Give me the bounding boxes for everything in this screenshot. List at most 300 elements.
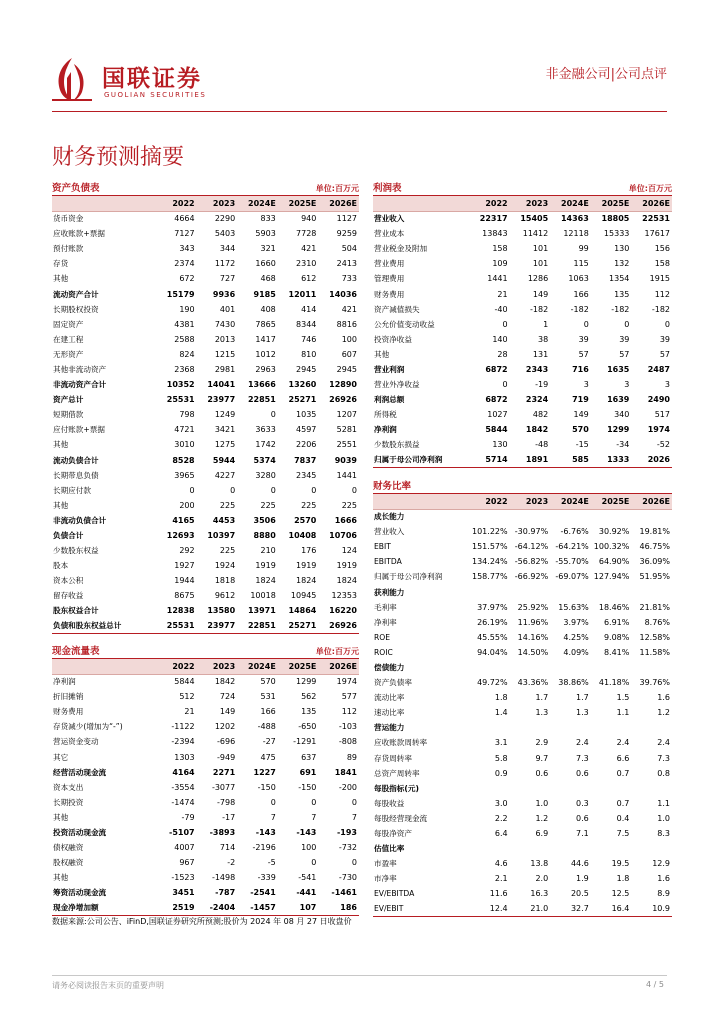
value-cell: 21.81% bbox=[639, 602, 670, 612]
value-cell: 4.25% bbox=[563, 632, 589, 642]
value-cell: 140 bbox=[492, 334, 508, 344]
value-cell: 1666 bbox=[334, 515, 357, 525]
table-row bbox=[52, 468, 359, 483]
table-row bbox=[52, 437, 359, 452]
value-cell: 3 bbox=[664, 380, 670, 390]
table-row bbox=[373, 392, 672, 407]
value-cell: 15.63% bbox=[558, 602, 589, 612]
value-cell: 12693 bbox=[166, 531, 195, 541]
table-row bbox=[52, 377, 359, 392]
row-label: 获利能力 bbox=[374, 587, 405, 597]
value-cell bbox=[550, 509, 591, 524]
value-cell: 940 bbox=[301, 214, 317, 224]
value-cell: 3421 bbox=[214, 425, 236, 435]
value-cell: -1523 bbox=[171, 873, 195, 883]
value-cell: 36.09% bbox=[639, 557, 670, 567]
financial-ratios-title: 财务比率 bbox=[373, 481, 412, 492]
value-cell: 5374 bbox=[253, 455, 276, 465]
value-cell: 19.5 bbox=[611, 859, 630, 869]
row-label: 每股收益 bbox=[374, 798, 405, 808]
value-cell: 3 bbox=[624, 380, 630, 390]
value-cell: -79 bbox=[181, 812, 195, 822]
report-category: 非金融公司|公司点评 bbox=[545, 67, 667, 82]
year-header-cell: 2026E bbox=[318, 196, 359, 211]
source-note: 数据来源:公司公告、iFinD,国联证券研究所预测;股价为 2024 年 08 月 27 日收盘价 bbox=[52, 917, 352, 926]
value-cell: 3.0 bbox=[494, 798, 508, 808]
value-cell bbox=[469, 720, 510, 735]
value-cell: 8880 bbox=[253, 531, 276, 541]
value-cell: 1202 bbox=[214, 722, 236, 732]
value-cell: 1842 bbox=[214, 677, 236, 687]
value-cell: 12838 bbox=[166, 606, 195, 616]
value-cell: 41.18% bbox=[598, 678, 630, 688]
value-cell: 37.97% bbox=[477, 602, 508, 612]
value-cell: 26926 bbox=[318, 619, 359, 634]
year-header-cell: 2022 bbox=[156, 659, 197, 674]
year-header-cell: 2023 bbox=[510, 196, 551, 211]
value-cell: 12011 bbox=[288, 289, 317, 299]
value-cell: 26926 bbox=[329, 395, 357, 405]
value-cell: 8.9 bbox=[657, 889, 670, 899]
value-cell: 517 bbox=[654, 410, 670, 420]
row-label: 营业外净收益 bbox=[374, 380, 420, 390]
value-cell: 130 bbox=[492, 440, 508, 450]
value-cell: 1.5 bbox=[616, 693, 630, 703]
value-cell: 2324 bbox=[525, 395, 549, 405]
table-row bbox=[373, 600, 672, 615]
value-cell: 38.86% bbox=[558, 678, 589, 688]
value-cell: 421 bbox=[341, 304, 357, 314]
table-row bbox=[373, 437, 672, 452]
value-cell: 0 bbox=[311, 485, 317, 495]
value-cell: 200 bbox=[179, 500, 195, 510]
table-row bbox=[52, 719, 359, 734]
value-cell: 112 bbox=[341, 707, 357, 717]
value-cell: 186 bbox=[318, 900, 359, 915]
value-cell: 7 bbox=[311, 812, 317, 822]
value-cell: 0 bbox=[189, 485, 195, 495]
value-cell: -150 bbox=[298, 782, 317, 792]
row-label: 财务费用 bbox=[53, 707, 84, 717]
value-cell: 225 bbox=[301, 500, 317, 510]
value-cell: -17 bbox=[222, 812, 236, 822]
value-cell: 225 bbox=[260, 500, 276, 510]
value-cell: 1333 bbox=[591, 453, 632, 468]
value-cell: 0 bbox=[502, 380, 508, 390]
table-row bbox=[373, 720, 672, 735]
table-row bbox=[52, 855, 359, 870]
value-cell: 22851 bbox=[247, 395, 276, 405]
value-cell: 1172 bbox=[214, 259, 236, 269]
value-cell bbox=[550, 841, 591, 856]
header-divider bbox=[52, 111, 667, 112]
value-cell bbox=[591, 781, 632, 796]
value-cell: -1474 bbox=[171, 797, 195, 807]
table-row bbox=[373, 901, 672, 916]
logo-text-en: GUOLIAN SECURITIES bbox=[104, 91, 207, 99]
value-cell bbox=[631, 841, 672, 856]
value-cell: 100.32% bbox=[593, 542, 630, 552]
value-cell: 39 bbox=[578, 334, 589, 344]
value-cell: 2343 bbox=[525, 364, 549, 374]
value-cell: 135 bbox=[301, 707, 317, 717]
value-cell: 158 bbox=[492, 244, 508, 254]
value-cell: -40 bbox=[494, 304, 508, 314]
value-cell: 562 bbox=[301, 692, 317, 702]
table-row bbox=[52, 810, 359, 825]
value-cell: 1.9 bbox=[576, 874, 589, 884]
value-cell: 99 bbox=[578, 244, 589, 254]
value-cell: 2551 bbox=[336, 440, 357, 450]
row-label: 经营活动现金流 bbox=[53, 767, 107, 777]
value-cell: 210 bbox=[260, 546, 276, 556]
table-row bbox=[52, 302, 359, 317]
value-cell: 1841 bbox=[334, 767, 357, 777]
value-cell: 512 bbox=[179, 692, 195, 702]
value-cell: 3633 bbox=[255, 425, 276, 435]
value-cell: 1299 bbox=[607, 425, 630, 435]
year-header-cell: 2023 bbox=[510, 494, 551, 509]
table-row bbox=[52, 271, 359, 286]
row-label: 预付账款 bbox=[53, 244, 84, 254]
row-label: EV/EBITDA bbox=[374, 889, 415, 899]
table-row bbox=[52, 619, 359, 634]
value-cell: 585 bbox=[550, 453, 591, 468]
year-header-cell: 2024E bbox=[237, 196, 278, 211]
balance-sheet-section bbox=[52, 180, 359, 634]
value-cell: 158.77% bbox=[472, 572, 508, 582]
value-cell: 100 bbox=[301, 843, 317, 853]
value-cell: -1498 bbox=[211, 873, 236, 883]
table-row bbox=[373, 377, 672, 392]
table-row bbox=[373, 539, 672, 554]
year-header-cell: 2024E bbox=[550, 494, 591, 509]
row-label: 股东权益合计 bbox=[53, 606, 99, 616]
value-cell bbox=[631, 660, 672, 675]
value-cell: 44.6 bbox=[570, 859, 589, 869]
value-cell: 115 bbox=[573, 259, 589, 269]
table-row bbox=[52, 347, 359, 362]
value-cell: 1275 bbox=[214, 440, 236, 450]
value-cell: 1286 bbox=[527, 274, 549, 284]
value-cell: 10397 bbox=[207, 531, 236, 541]
row-label: 负债和股东权益总计 bbox=[52, 619, 156, 634]
year-header-cell: 2024E bbox=[550, 196, 591, 211]
table-header bbox=[52, 196, 359, 211]
value-cell: 4597 bbox=[296, 425, 317, 435]
table-row bbox=[52, 825, 359, 840]
table-row bbox=[52, 362, 359, 377]
value-cell: 12118 bbox=[563, 229, 589, 239]
value-cell: 39 bbox=[619, 334, 630, 344]
value-cell: 672 bbox=[179, 274, 195, 284]
value-cell: 0 bbox=[664, 319, 670, 329]
value-cell: 1027 bbox=[487, 410, 508, 420]
value-cell: 0.3 bbox=[576, 798, 589, 808]
value-cell: 13580 bbox=[207, 606, 236, 616]
value-cell bbox=[510, 584, 551, 599]
value-cell bbox=[510, 509, 551, 524]
value-cell: 16220 bbox=[329, 606, 357, 616]
row-label: 股本 bbox=[53, 561, 69, 571]
row-label: 折旧摊销 bbox=[53, 692, 84, 702]
value-cell: -2 bbox=[227, 858, 236, 868]
row-label: 归属于母公司净利润 bbox=[374, 572, 443, 582]
value-cell: 321 bbox=[260, 244, 276, 254]
value-cell: 1441 bbox=[336, 470, 357, 480]
value-cell: 0 bbox=[311, 797, 317, 807]
value-cell: 1249 bbox=[214, 410, 236, 420]
value-cell: 414 bbox=[301, 304, 317, 314]
header-cell-blank bbox=[52, 196, 156, 211]
page-title: 财务预测摘要 bbox=[52, 145, 185, 170]
value-cell: 158 bbox=[654, 259, 670, 269]
row-label: 营业利润 bbox=[374, 364, 405, 374]
table-row bbox=[373, 332, 672, 347]
value-cell bbox=[510, 720, 551, 735]
table-row bbox=[52, 765, 359, 780]
value-cell: 0.6 bbox=[535, 768, 549, 778]
value-cell: 0.6 bbox=[576, 768, 589, 778]
value-cell: -5107 bbox=[169, 827, 195, 837]
row-label: 营业成本 bbox=[374, 229, 405, 239]
table-row bbox=[52, 528, 359, 543]
table-row bbox=[373, 826, 672, 841]
table-header bbox=[373, 494, 672, 509]
value-cell: -200 bbox=[338, 782, 357, 792]
value-cell: 1919 bbox=[296, 561, 317, 571]
value-cell: -541 bbox=[298, 873, 317, 883]
row-label: 营运能力 bbox=[374, 723, 405, 733]
value-cell: 1.0 bbox=[535, 798, 549, 808]
value-cell: 0 bbox=[624, 319, 630, 329]
year-header-cell: 2025E bbox=[591, 196, 632, 211]
value-cell: 1 bbox=[543, 319, 549, 329]
value-cell: -2541 bbox=[250, 888, 276, 898]
year-header-cell: 2025E bbox=[278, 659, 319, 674]
value-cell: 14363 bbox=[560, 214, 589, 224]
row-label: 所得税 bbox=[374, 410, 397, 420]
value-cell: 570 bbox=[260, 677, 276, 687]
value-cell: -1457 bbox=[237, 900, 278, 915]
value-cell: 798 bbox=[179, 410, 195, 420]
row-label: 短期借款 bbox=[53, 410, 84, 420]
value-cell: 1974 bbox=[336, 677, 357, 687]
value-cell: 13971 bbox=[247, 606, 276, 616]
row-label: EBITDA bbox=[374, 557, 402, 567]
value-cell: 1891 bbox=[510, 453, 551, 468]
row-label: 投资净收益 bbox=[374, 334, 412, 344]
row-label: 资产负债率 bbox=[374, 678, 412, 688]
value-cell: 2310 bbox=[296, 259, 317, 269]
value-cell: -15 bbox=[575, 440, 589, 450]
row-label: 存货周转率 bbox=[374, 753, 412, 763]
value-cell: 7728 bbox=[296, 229, 317, 239]
table-row bbox=[52, 885, 359, 900]
value-cell: 833 bbox=[260, 214, 276, 224]
value-cell: 22531 bbox=[642, 214, 670, 224]
value-cell: 101 bbox=[532, 244, 549, 254]
value-cell bbox=[591, 660, 632, 675]
value-cell: 577 bbox=[341, 692, 357, 702]
table-row bbox=[52, 211, 359, 226]
income-statement-section bbox=[373, 180, 672, 468]
value-cell: 1063 bbox=[568, 274, 589, 284]
header-row bbox=[52, 659, 359, 674]
row-label: 非流动负债合计 bbox=[53, 515, 107, 525]
value-cell bbox=[591, 509, 632, 524]
table-row bbox=[373, 751, 672, 766]
row-label: 营业税金及附加 bbox=[374, 244, 428, 254]
value-cell: 25531 bbox=[156, 619, 197, 634]
year-header-cell: 2022 bbox=[469, 196, 510, 211]
value-cell: 7837 bbox=[294, 455, 317, 465]
value-cell: -193 bbox=[336, 827, 357, 837]
row-label: 偿债能力 bbox=[374, 662, 405, 672]
value-cell: 10408 bbox=[288, 531, 317, 541]
year-header-cell: 2023 bbox=[197, 196, 238, 211]
value-cell: 9185 bbox=[253, 289, 276, 299]
value-cell: 2945 bbox=[296, 364, 317, 374]
year-header-cell: 2026E bbox=[318, 659, 359, 674]
value-cell: 2945 bbox=[336, 364, 357, 374]
row-label: 总资产周转率 bbox=[374, 768, 420, 778]
row-label: 少数股东损益 bbox=[374, 440, 420, 450]
row-label: 其他 bbox=[53, 812, 69, 822]
value-cell: 1818 bbox=[214, 576, 236, 586]
value-cell: -949 bbox=[217, 752, 236, 762]
value-cell: 1215 bbox=[214, 349, 236, 359]
value-cell: 6872 bbox=[485, 364, 508, 374]
value-cell: 8.3 bbox=[657, 829, 670, 839]
row-label: ROE bbox=[374, 632, 391, 642]
row-label: 成长能力 bbox=[374, 512, 405, 522]
row-label: 管理费用 bbox=[374, 274, 405, 284]
table-row bbox=[52, 900, 359, 915]
value-cell: -808 bbox=[338, 737, 357, 747]
year-header-cell: 2023 bbox=[197, 659, 238, 674]
table-row bbox=[52, 795, 359, 810]
value-cell: 1.4 bbox=[494, 708, 508, 718]
value-cell: 0.4 bbox=[616, 813, 630, 823]
value-cell: 15333 bbox=[603, 229, 630, 239]
value-cell: 1974 bbox=[647, 425, 670, 435]
value-cell: 967 bbox=[179, 858, 195, 868]
value-cell: 2413 bbox=[336, 259, 357, 269]
value-cell: 3965 bbox=[174, 470, 195, 480]
value-cell: 1012 bbox=[255, 349, 276, 359]
row-label: 股权融资 bbox=[53, 858, 84, 868]
value-cell: 1.8 bbox=[494, 693, 508, 703]
value-cell: 5714 bbox=[469, 453, 510, 468]
value-cell: 12.9 bbox=[652, 859, 670, 869]
table-row bbox=[52, 317, 359, 332]
value-cell: 4164 bbox=[172, 767, 195, 777]
header-row bbox=[373, 196, 672, 211]
value-cell: 1.2 bbox=[535, 813, 549, 823]
value-cell: 12353 bbox=[331, 591, 357, 601]
value-cell: 570 bbox=[572, 425, 589, 435]
row-label: 长期股权投资 bbox=[53, 304, 99, 314]
value-cell: 2026 bbox=[631, 453, 672, 468]
row-label: 存货 bbox=[53, 259, 69, 269]
value-cell bbox=[550, 781, 591, 796]
value-cell: 1441 bbox=[487, 274, 508, 284]
value-cell: 1.6 bbox=[657, 693, 670, 703]
value-cell: 719 bbox=[572, 395, 589, 405]
table-row bbox=[373, 524, 672, 539]
value-cell bbox=[631, 720, 672, 735]
value-cell: 1227 bbox=[253, 767, 276, 777]
value-cell: 22317 bbox=[479, 214, 508, 224]
value-cell: -66.92% bbox=[514, 572, 549, 582]
value-cell: 468 bbox=[260, 274, 276, 284]
table-row bbox=[373, 211, 672, 226]
value-cell: 340 bbox=[614, 410, 630, 420]
value-cell: 3506 bbox=[253, 515, 276, 525]
value-cell bbox=[591, 584, 632, 599]
row-label: 应付账款+票据 bbox=[53, 425, 105, 435]
table-row bbox=[373, 271, 672, 286]
table-row bbox=[52, 453, 359, 468]
table-row bbox=[373, 302, 672, 317]
table-row bbox=[373, 660, 672, 675]
row-label: 每股指标(元) bbox=[374, 783, 419, 793]
value-cell: 2.4 bbox=[576, 738, 589, 748]
table-row bbox=[52, 689, 359, 704]
value-cell: 3.97% bbox=[563, 617, 589, 627]
value-cell: 0 bbox=[351, 858, 357, 868]
value-cell: -182 bbox=[570, 304, 589, 314]
value-cell: 149 bbox=[219, 707, 236, 717]
value-cell: 100 bbox=[341, 334, 357, 344]
value-cell: 4381 bbox=[174, 319, 195, 329]
value-cell: 112 bbox=[654, 289, 670, 299]
value-cell: 0.8 bbox=[657, 768, 670, 778]
value-cell: 8528 bbox=[172, 455, 195, 465]
value-cell: 6.4 bbox=[494, 829, 508, 839]
value-cell: 17617 bbox=[644, 229, 670, 239]
row-label: 存货减少(增加为“-”) bbox=[53, 722, 123, 732]
value-cell: 2206 bbox=[296, 440, 317, 450]
value-cell: 7.3 bbox=[576, 753, 589, 763]
value-cell: -488 bbox=[257, 722, 276, 732]
value-cell: 156 bbox=[654, 244, 670, 254]
value-cell bbox=[469, 781, 510, 796]
value-cell: 14864 bbox=[288, 606, 317, 616]
row-label: 货币资金 bbox=[53, 214, 84, 224]
value-cell: 45.55% bbox=[477, 632, 508, 642]
value-cell: 10706 bbox=[329, 531, 357, 541]
value-cell: 0.7 bbox=[616, 768, 630, 778]
row-label: 长期应付款 bbox=[53, 485, 91, 495]
value-cell: 25271 bbox=[278, 619, 319, 634]
row-label: 利润总额 bbox=[374, 395, 405, 405]
value-cell: 23977 bbox=[207, 395, 236, 405]
row-label: 其他 bbox=[53, 440, 69, 450]
row-label: 其他 bbox=[53, 500, 69, 510]
value-cell: 4664 bbox=[174, 214, 195, 224]
value-cell: 9612 bbox=[214, 591, 236, 601]
value-cell: 3.1 bbox=[494, 738, 508, 748]
table-row bbox=[52, 704, 359, 719]
value-cell: 21.0 bbox=[510, 901, 551, 916]
row-label: 债权融资 bbox=[53, 843, 84, 853]
value-cell: 1.0 bbox=[657, 813, 670, 823]
value-cell: 421 bbox=[301, 244, 317, 254]
value-cell: 25271 bbox=[288, 395, 317, 405]
value-cell bbox=[469, 841, 510, 856]
